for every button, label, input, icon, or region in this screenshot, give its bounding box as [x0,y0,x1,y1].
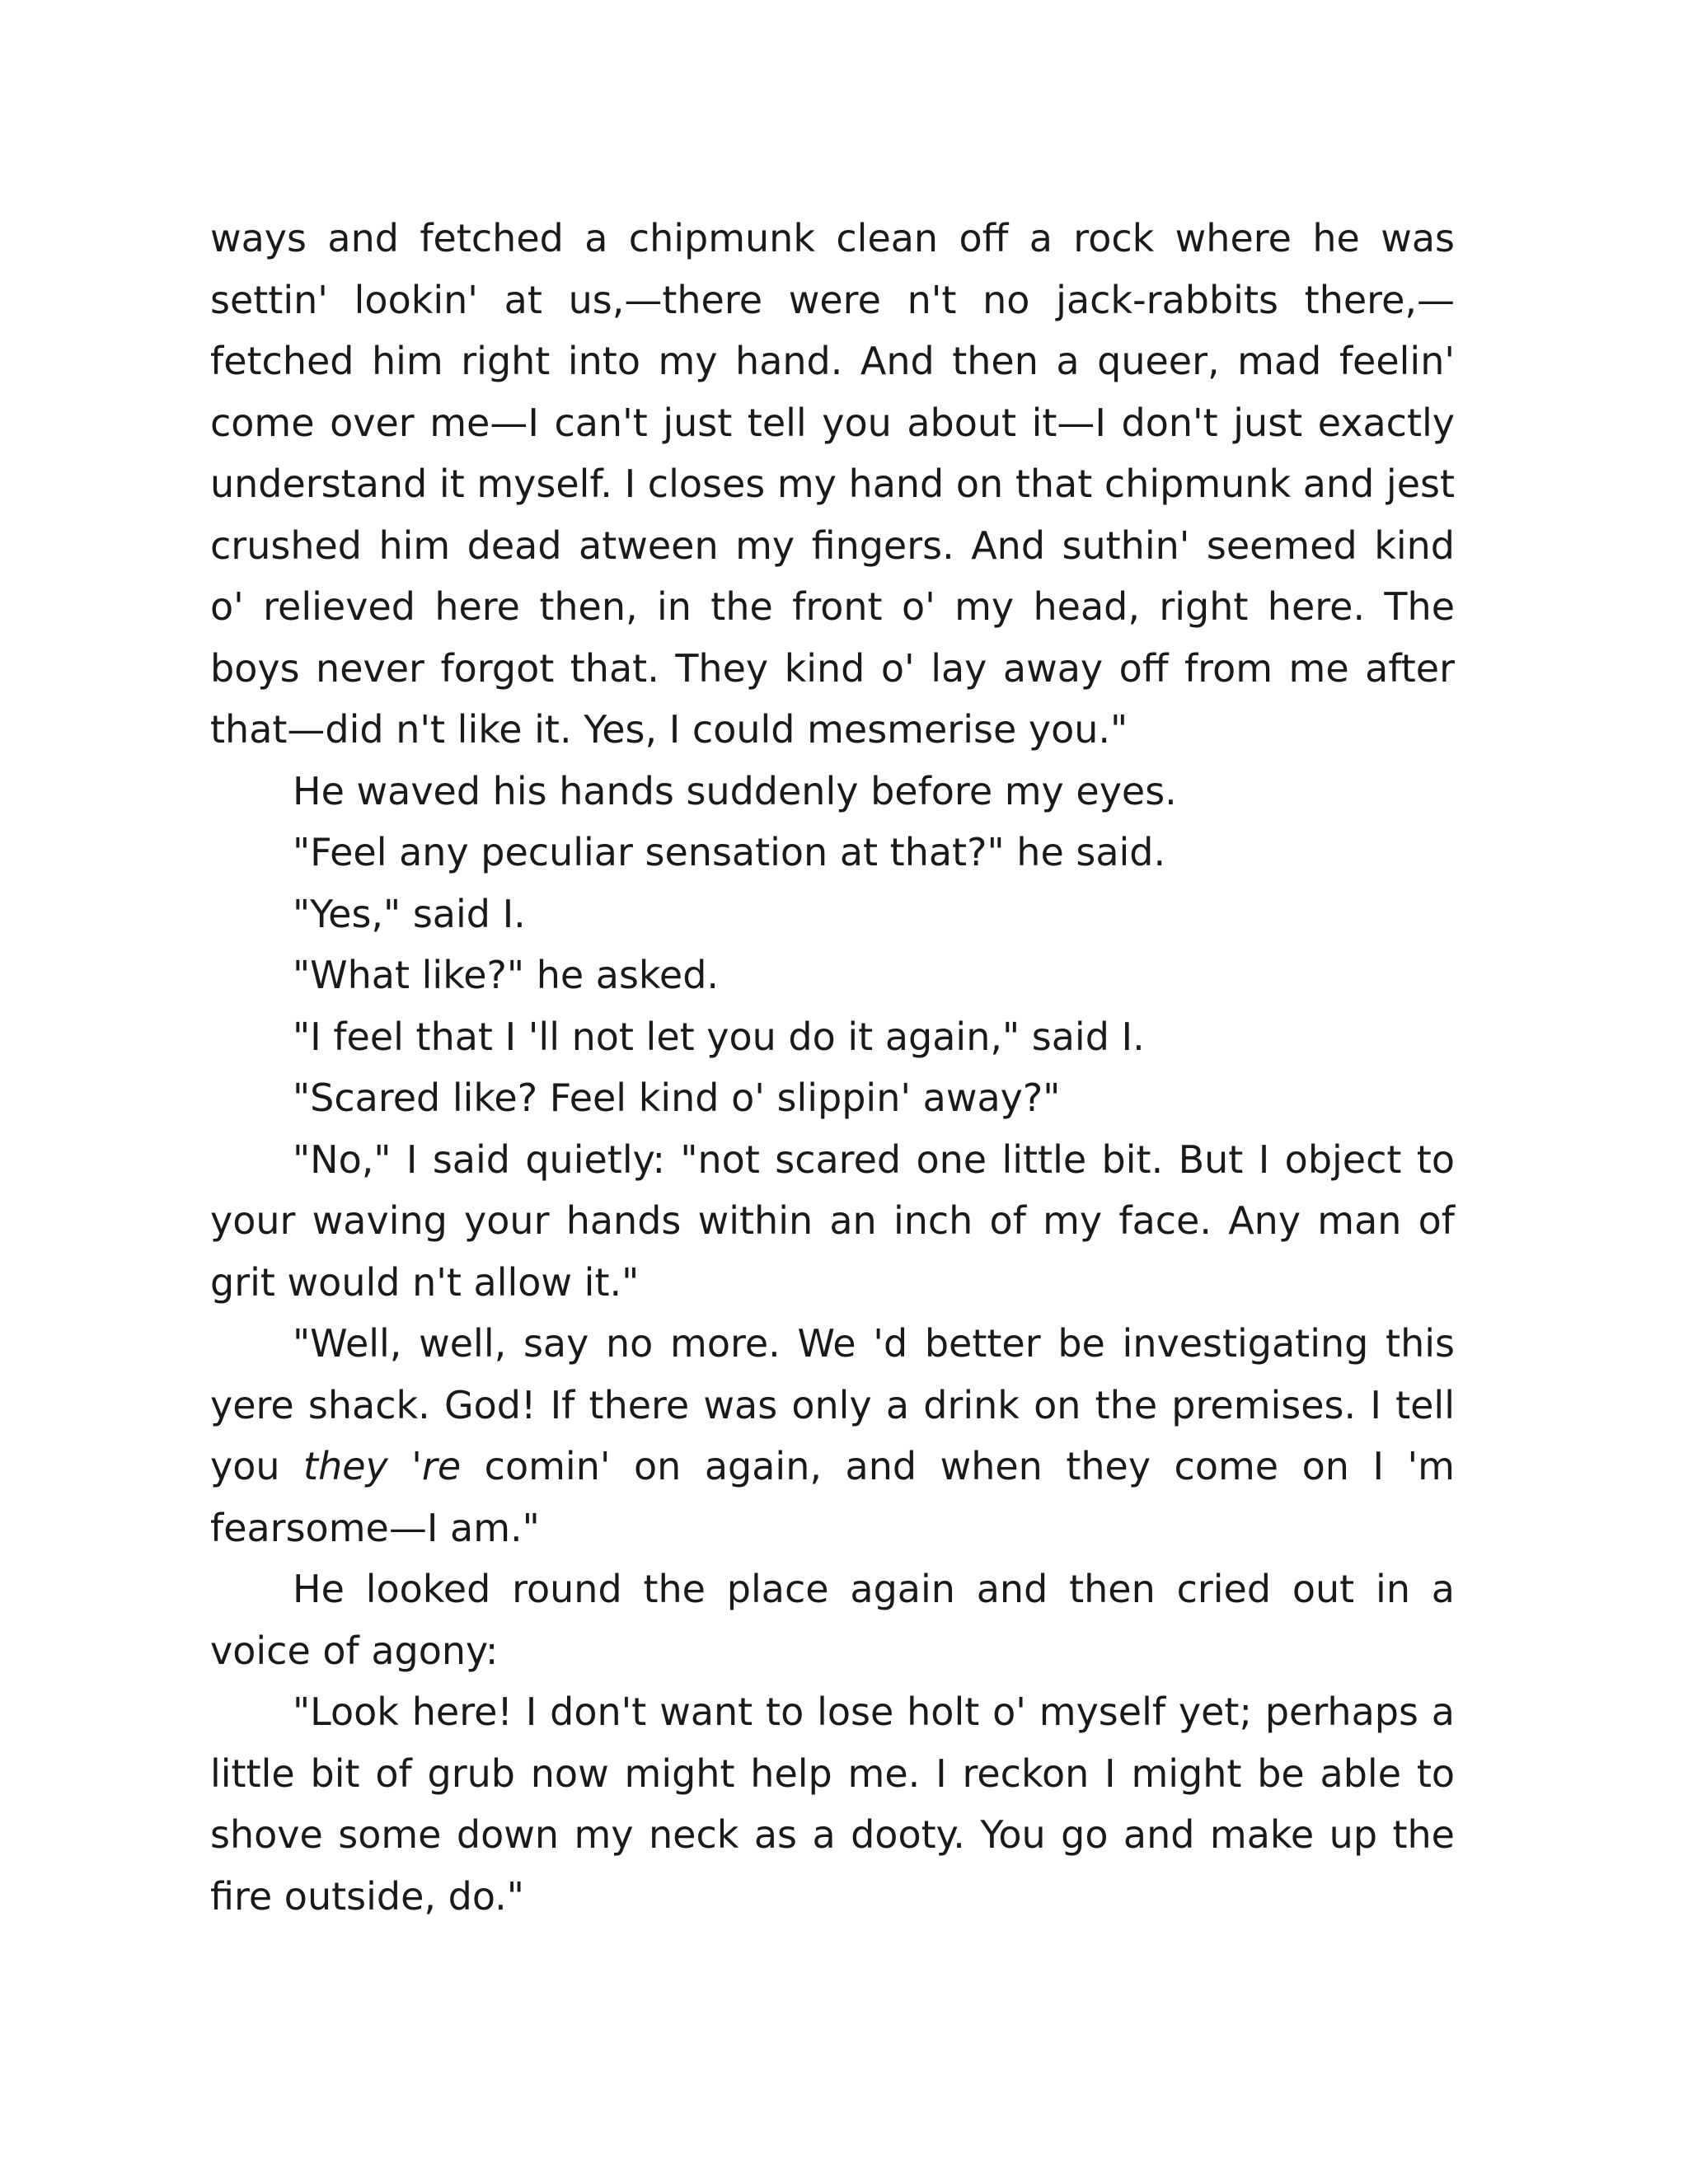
paragraph [210,822,1455,883]
paragraph-text: He looked round the place again and then cried out in a voice of agony: [210,1567,1455,1673]
paragraph-italic-text: they 're [303,1444,462,1488]
paragraph-text: "I feel that I 'll not let you do it again," said I. [293,1014,1145,1059]
paragraph-text: "Scared like? Feel kind o' slippin' away?" [293,1076,1061,1120]
paragraph [210,761,1455,823]
paragraph-text: "Yes," said I. [293,891,526,936]
paragraph-text: "What like?" he asked. [293,953,720,997]
paragraph [210,1067,1455,1129]
paragraph-text: He waved his hands suddenly before my eyes. [293,768,1177,813]
paragraph-text: comin' on again, and when they come on I 'm fearsome—I am." [210,1444,1455,1550]
paragraph-text: "Feel any peculiar sensation at that?" he said. [293,830,1166,874]
paragraph-text: "Well, well, say no more. We 'd better be investigating this yere shack. God! If there was only a drink on the premises. I tell you [210,1321,1455,1488]
paragraph [210,1558,1455,1681]
paragraph-text: "Look here! I don't want to lose holt o' myself yet; perhaps a little bit of grub now might help me. I reckon I might be able to shove some down my neck as a dooty. You go and make up the fire outside, do." [210,1690,1455,1919]
paragraph [210,883,1455,945]
paragraph [210,1313,1455,1558]
paragraph [210,1129,1455,1314]
paragraph [210,944,1455,1006]
book-page-text [210,208,1455,1927]
paragraph-text: ways and fetched a chipmunk clean off a rock where he was settin' lookin' at us,—there were n't no jack-rabbits there,—fetched him right into my hand. And then a queer, mad feelin' come over me—I can't just tell you about it—I don't just exactly understand it myself. I closes my hand on that chipmunk and jest crushed him dead atween my fingers. And suthin' seemed kind o' relieved here then, in the front o' my head, right here. The boys never forgot that. They kind o' lay away off from me after that—did n't like it. Yes, I could mesmerise you." [210,216,1455,752]
paragraph [210,1681,1455,1927]
paragraph [210,1006,1455,1068]
paragraph [210,208,1455,761]
paragraph-text: "No," I said quietly: "not scared one little bit. But I object to your waving your hands within an inch of my face. Any man of grit would n't allow it." [210,1137,1455,1305]
